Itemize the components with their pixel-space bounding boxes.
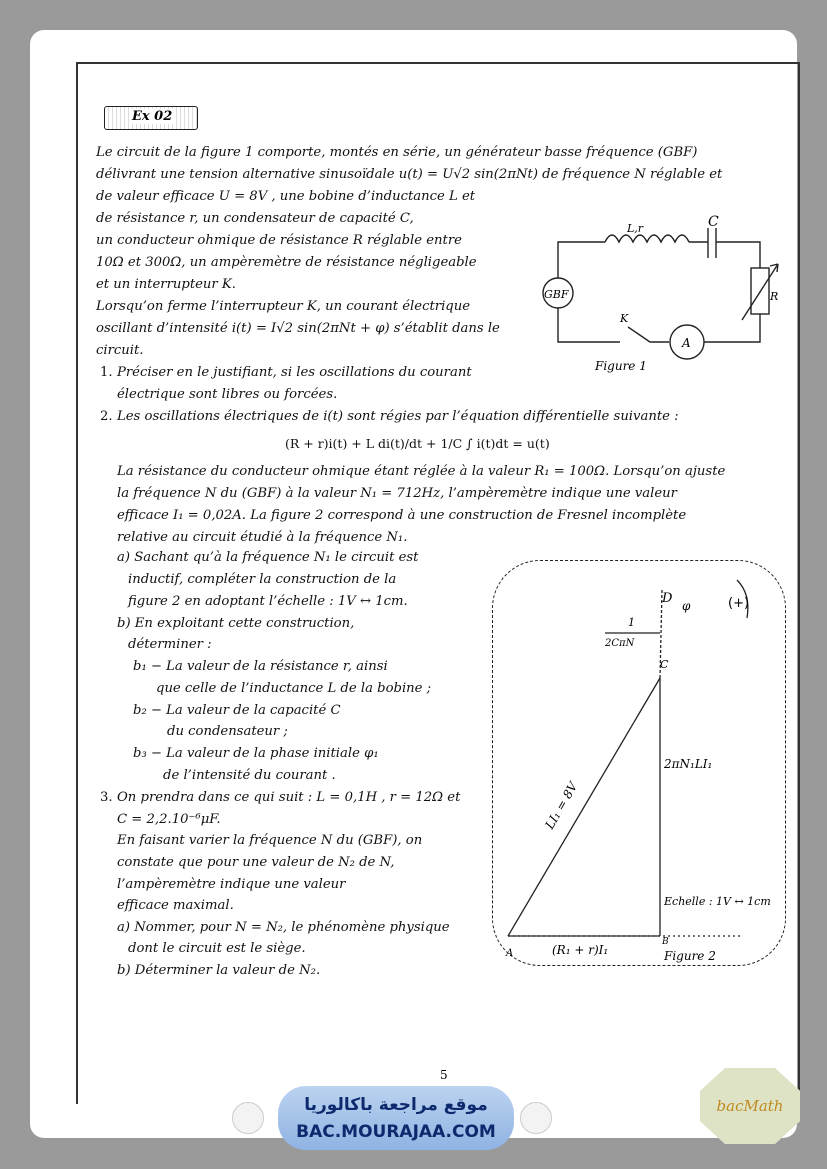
- question-2b1-line: b₁ − La valeur de la résistance r, ainsi: [133, 659, 388, 674]
- ammeter-label: A: [682, 336, 691, 350]
- site-name-arabic: موقع مراجعة باكالوريا: [304, 1095, 488, 1115]
- question-3-line: l’ampèremètre indique une valeur: [117, 877, 346, 892]
- question-2a-line: a) Sachant qu’à la fréquence N₁ le circuit est: [117, 550, 419, 565]
- capacitor-label: C: [708, 214, 719, 230]
- figure-1-circuit: [530, 210, 800, 390]
- question-2-line: La résistance du conducteur ohmique étant réglée à la valeur R₁ = 100Ω. Lorsqu’on ajuste: [117, 464, 726, 479]
- intro-line: circuit.: [96, 343, 144, 358]
- coil-icon: [605, 235, 689, 242]
- figure-2-fresnel: [492, 560, 787, 965]
- point-b-label: B: [662, 937, 669, 947]
- figure-1-caption: Figure 1: [595, 359, 647, 373]
- question-2-line: efficace I₁ = 0,02A. La figure 2 correspond à une construction de Fresnel incomplète: [117, 508, 687, 523]
- vertical-vector-label: 2πN₁LI₁: [664, 757, 713, 771]
- bacmath-badge-text: bacMath: [716, 1097, 784, 1115]
- intro-line: délivrant une tension alternative sinusoïdale u(t) = U√2 sin(2πNt) de fréquence N réglable et: [96, 167, 723, 182]
- differential-equation: (R + r)i(t) + L di(t)/dt + 1/C ∫ i(t)dt = u(t): [285, 436, 550, 451]
- intro-line: 10Ω et 300Ω, un ampèremètre de résistance négligeable: [96, 255, 477, 270]
- question-2b3-line: de l’intensité du courant .: [163, 768, 336, 783]
- horizontal-vector-label: (R₁ + r)I₁: [552, 943, 609, 957]
- question-2-line: relative au circuit étudié à la fréquence N₁.: [117, 530, 408, 545]
- figure-2-caption: Figure 2: [664, 949, 716, 963]
- question-3-line: On prendra dans ce qui suit : L = 0,1H , r = 12Ω et: [117, 790, 461, 805]
- question-3-line: dont le circuit est le siège.: [128, 941, 306, 956]
- resistor-label: R: [770, 290, 779, 303]
- question-2-line: la fréquence N du (GBF) à la valeur N₁ = 712Hz, l’ampèremètre indique une valeur: [117, 486, 677, 501]
- question-2b3-line: b₃ − La valeur de la phase initiale φ₁: [133, 746, 379, 761]
- inv-denominator: 2CπN: [605, 638, 635, 649]
- question-1-line: Préciser en le justifiant, si les oscillations du courant: [117, 365, 472, 380]
- question-3-line: En faisant varier la fréquence N du (GBF), on: [117, 833, 423, 848]
- question-3-line: a) Nommer, pour N = N₂, le phénomène physique: [117, 920, 450, 935]
- point-c-label: C: [660, 658, 669, 671]
- question-2b1-line: que celle de l’inductance L de la bobine ;: [156, 681, 432, 696]
- scale-label: Echelle : 1V ↔ 1cm: [664, 895, 771, 908]
- question-2a-line: inductif, compléter la construction de la: [128, 572, 397, 587]
- circuit-wire-top-left: [558, 242, 605, 278]
- coil-label: L,r: [627, 222, 644, 235]
- question-1-line: électrique sont libres ou forcées.: [117, 387, 338, 402]
- question-2b-line: b) En exploitant cette construction,: [117, 616, 355, 631]
- question-3-line: constate que pour une valeur de N₂ de N,: [117, 855, 395, 870]
- page-number: 5: [440, 1068, 448, 1082]
- question-3-line: efficace maximal.: [117, 898, 234, 913]
- question-2-number: 2.: [100, 409, 113, 424]
- question-3-number: 3.: [100, 790, 113, 805]
- question-2-intro: Les oscillations électriques de i(t) sont régies par l’équation différentielle suivante :: [117, 409, 679, 424]
- question-2a-line: figure 2 en adoptant l’échelle : 1V ↔ 1cm.: [128, 594, 408, 609]
- phi-label: φ: [682, 599, 691, 613]
- switch-label: K: [620, 312, 629, 325]
- question-2b-line: déterminer :: [128, 637, 212, 652]
- exercise-label: Ex 02: [132, 109, 173, 124]
- question-3-line: C = 2,2.10⁻⁶μF.: [117, 812, 221, 827]
- question-2b2-line: du condensateur ;: [167, 724, 288, 739]
- intro-line: de résistance r, un condensateur de capacité C,: [96, 211, 414, 226]
- intro-line: Lorsqu’on ferme l’interrupteur K, un courant électrique: [96, 299, 471, 314]
- question-2b2-line: b₂ − La valeur de la capacité C: [133, 703, 341, 718]
- inv-numerator: 1: [628, 616, 635, 629]
- gbf-label: GBF: [544, 288, 569, 301]
- intro-line: un conducteur ohmique de résistance R réglable entre: [96, 233, 462, 248]
- question-3-line: b) Déterminer la valeur de N₂.: [117, 963, 321, 978]
- intro-line: et un interrupteur K.: [96, 277, 236, 292]
- intro-line: Le circuit de la figure 1 comporte, montés en série, un générateur basse fréquence (GBF): [96, 145, 698, 160]
- point-a-label: A: [506, 948, 514, 959]
- intro-line: de valeur efficace U = 8V , une bobine d’inductance L et: [96, 189, 476, 204]
- positive-direction-label: (+): [728, 596, 750, 611]
- site-logo-left-icon: [232, 1102, 264, 1134]
- point-d-label: D: [662, 591, 673, 606]
- site-logo-right-icon: [520, 1102, 552, 1134]
- hypotenuse-label: LI₁ = 8V: [542, 779, 581, 832]
- question-1-number: 1.: [100, 365, 113, 380]
- voltage-vector: [508, 678, 660, 936]
- site-url[interactable]: BAC.MOURAJAA.COM: [296, 1122, 496, 1142]
- intro-line: oscillant d’intensité i(t) = I√2 sin(2πNt + φ) s’établit dans le: [96, 321, 500, 336]
